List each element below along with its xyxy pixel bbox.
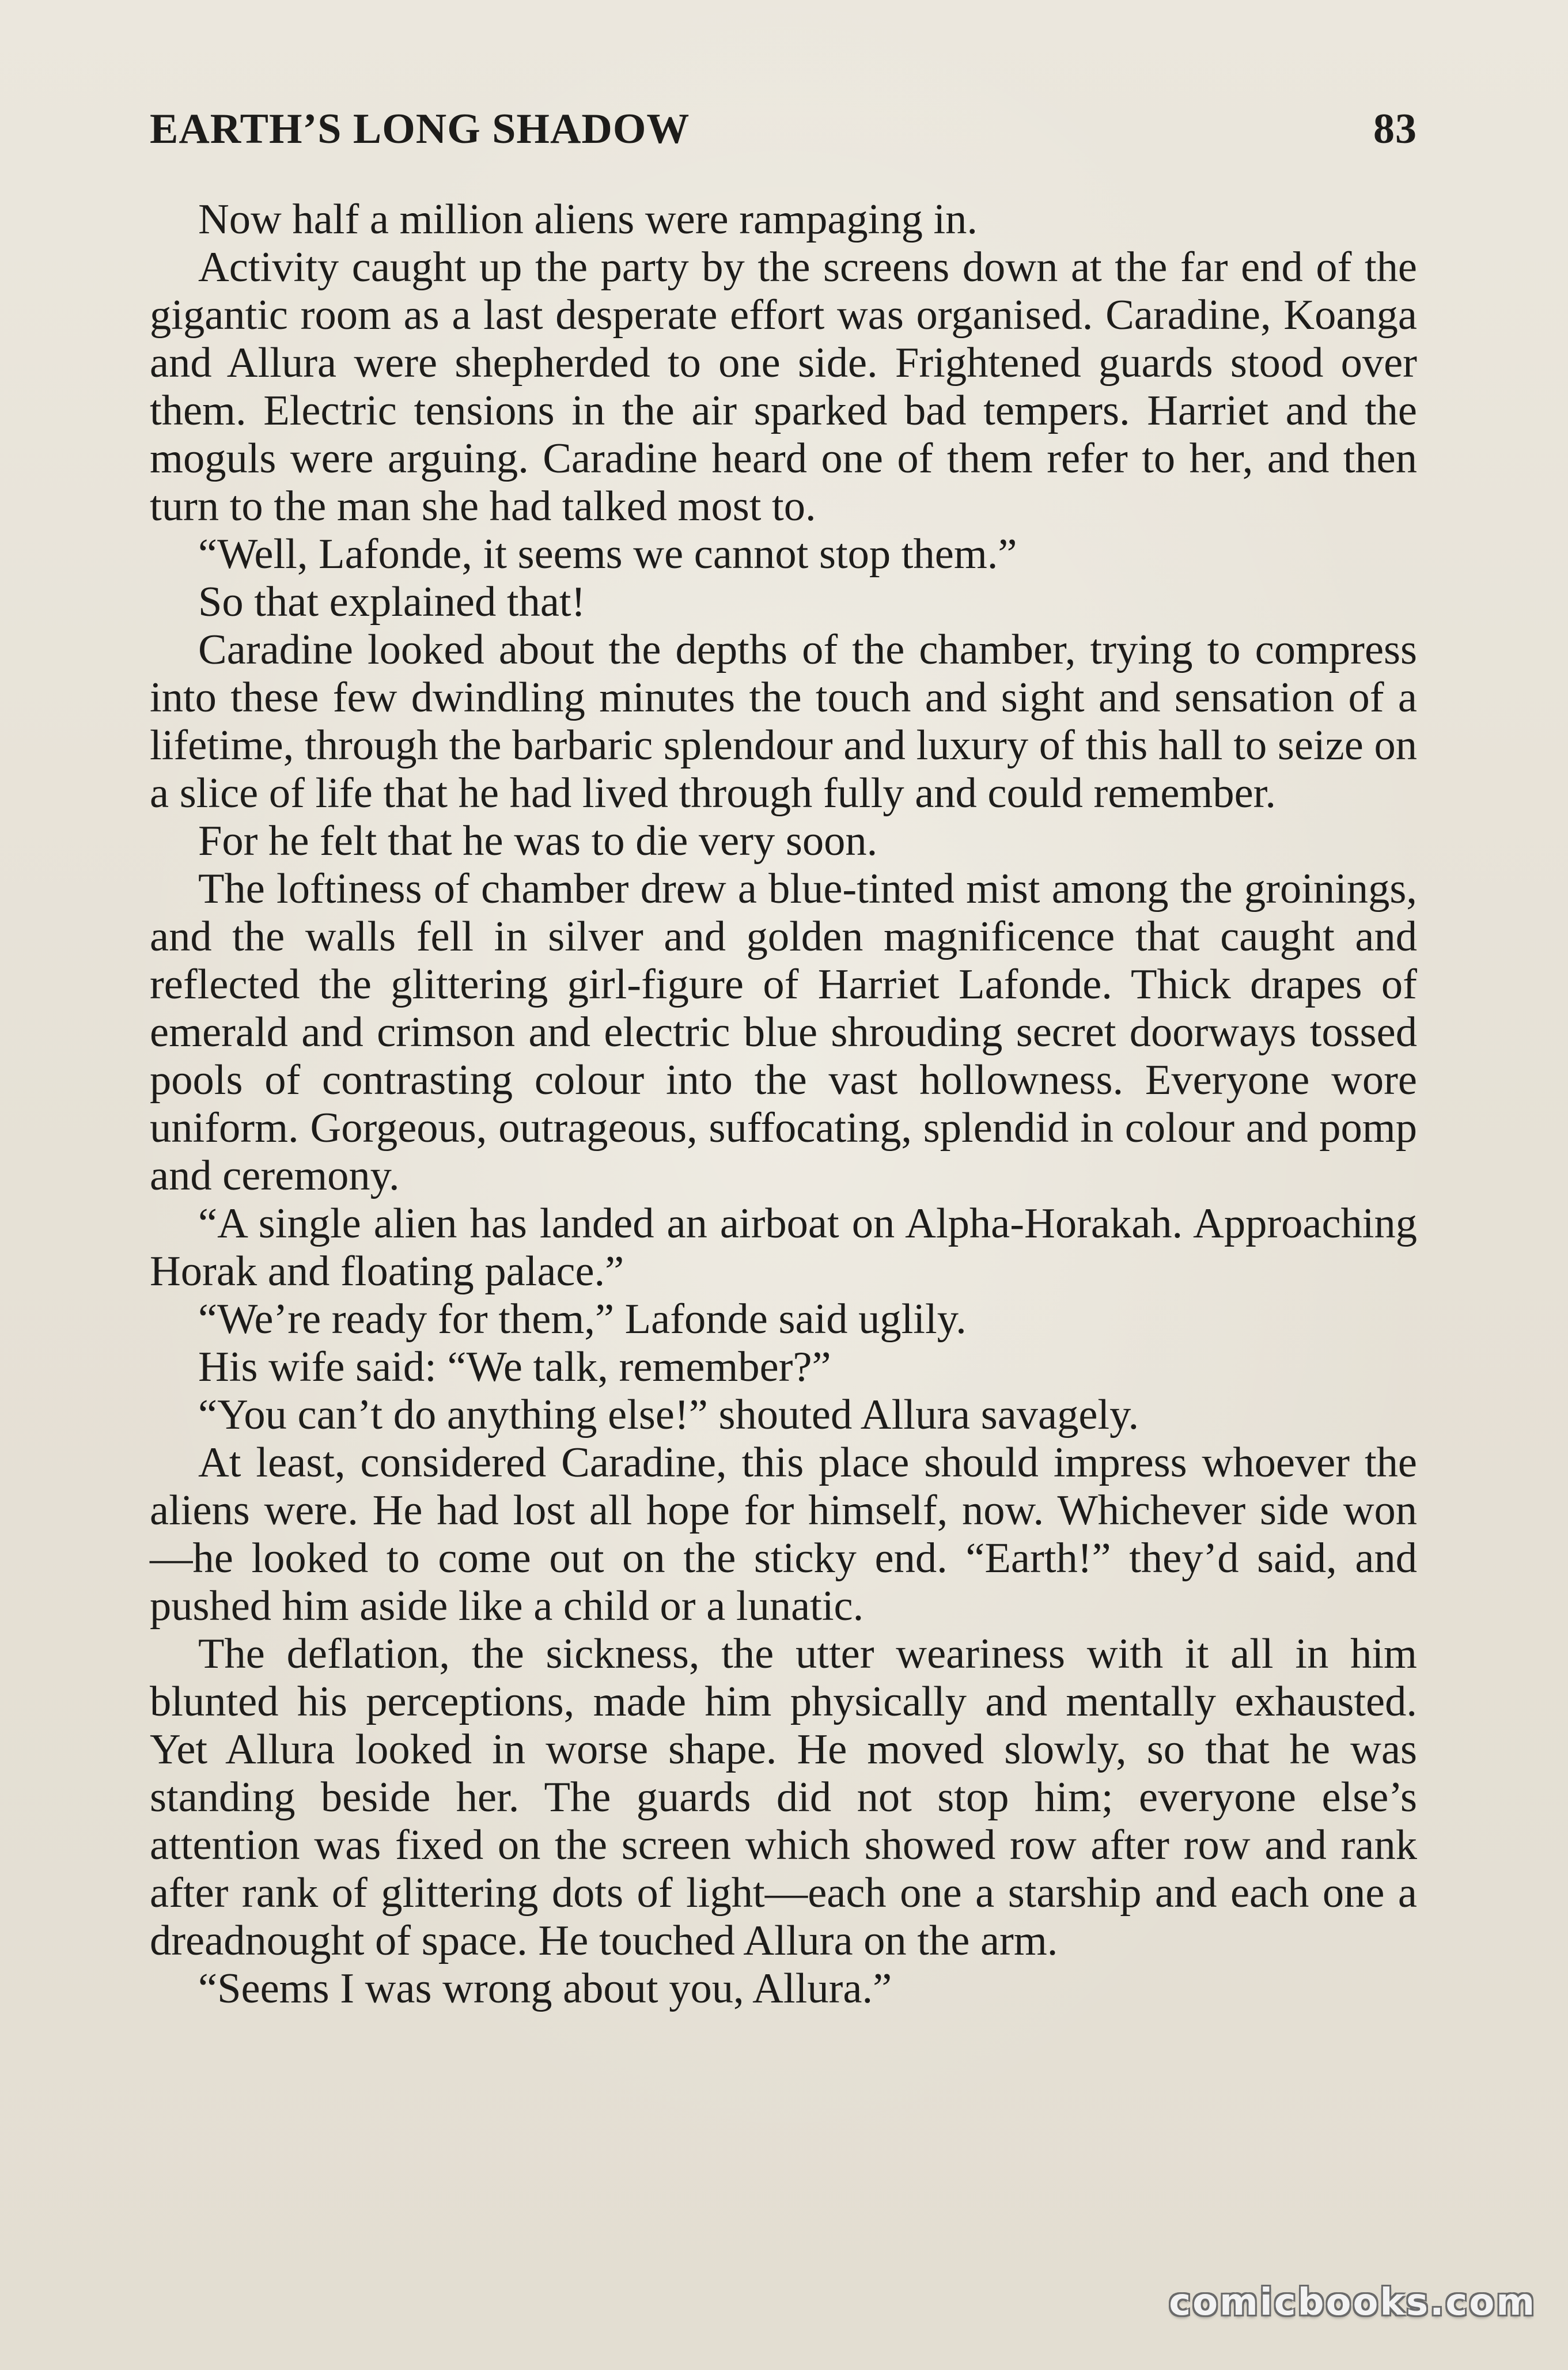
- paragraph: “Seems I was wrong about you, Allura.”: [198, 1965, 892, 2012]
- paragraph: At least, considered Caradine, this place should impress whoever the aliens were. He had lost all hope for himself, now. Whichever side won—he looked to come out on the sticky end. “Earth!” they’d said, and pushed him aside like a child or a lunatic.: [150, 1439, 1417, 1630]
- paragraph: Caradine looked about the depths of the chamber, trying to compress into these few dwindling minutes the touch and sight and sensation of a lifetime, through the barbaric splendour and luxury of this hall to seize on a slice of life that he had lived through fully and could remember.: [150, 626, 1417, 817]
- paragraph: Now half a million aliens were rampaging in.: [198, 196, 978, 243]
- paragraph: Activity caught up the party by the screens down at the far end of the gigantic room as a last desperate effort was organised. Caradine, Koanga and Allura were shepherded to one side. Frightened guards stood over them. Electric tensions in the air sparked bad tempers. Harriet and the moguls were arguing. Caradine heard one of them refer to her, and then turn to the man she had talked most to.: [150, 244, 1417, 530]
- running-title: EARTH’S LONG SHADOW: [150, 105, 690, 153]
- paragraph: His wife said: “We talk, remember?”: [198, 1343, 831, 1391]
- paragraph: “A single alien has landed an airboat on Alpha-Horakah. Approaching Horak and floating palace.”: [150, 1200, 1417, 1295]
- running-header: [150, 105, 1417, 162]
- paragraph: So that explained that!: [198, 578, 586, 626]
- paragraph: The deflation, the sickness, the utter weariness with it all in him blunted his perceptions, made him physically and mentally exhausted. Yet Allura looked in worse shape. He moved slowly, so that he was standing beside her. The guards did not stop him; everyone else’s attention was fixed on the screen which showed row after row and rank after rank of glittering dots of light—each one a starship and each one a dreadnought of space. He touched Allura on the arm.: [150, 1630, 1417, 1964]
- paragraph: “You can’t do anything else!” shouted Allura savagely.: [198, 1391, 1139, 1438]
- paragraph: “Well, Lafonde, it seems we cannot stop them.”: [198, 531, 1017, 578]
- paragraph: The loftiness of chamber drew a blue-tinted mist among the groinings, and the walls fell in silver and golden magnificence that caught and reflected the glittering girl-figure of Harriet Lafonde. Thick drapes of emerald and crimson and electric blue shrouding secret doorways tossed pools of contrasting colour into the vast hollowness. Everyone wore uniform. Gorgeous, outrageous, suffocating, splendid in colour and pomp and ceremony.: [150, 865, 1417, 1199]
- watermark-logo: comicbooks.com: [1169, 2281, 1536, 2324]
- page-number: 83: [1373, 105, 1417, 153]
- paragraph: For he felt that he was to die very soon.: [198, 817, 878, 865]
- paragraph: “We’re ready for them,” Lafonde said uglily.: [198, 1296, 967, 1343]
- body-text: [150, 196, 1417, 2013]
